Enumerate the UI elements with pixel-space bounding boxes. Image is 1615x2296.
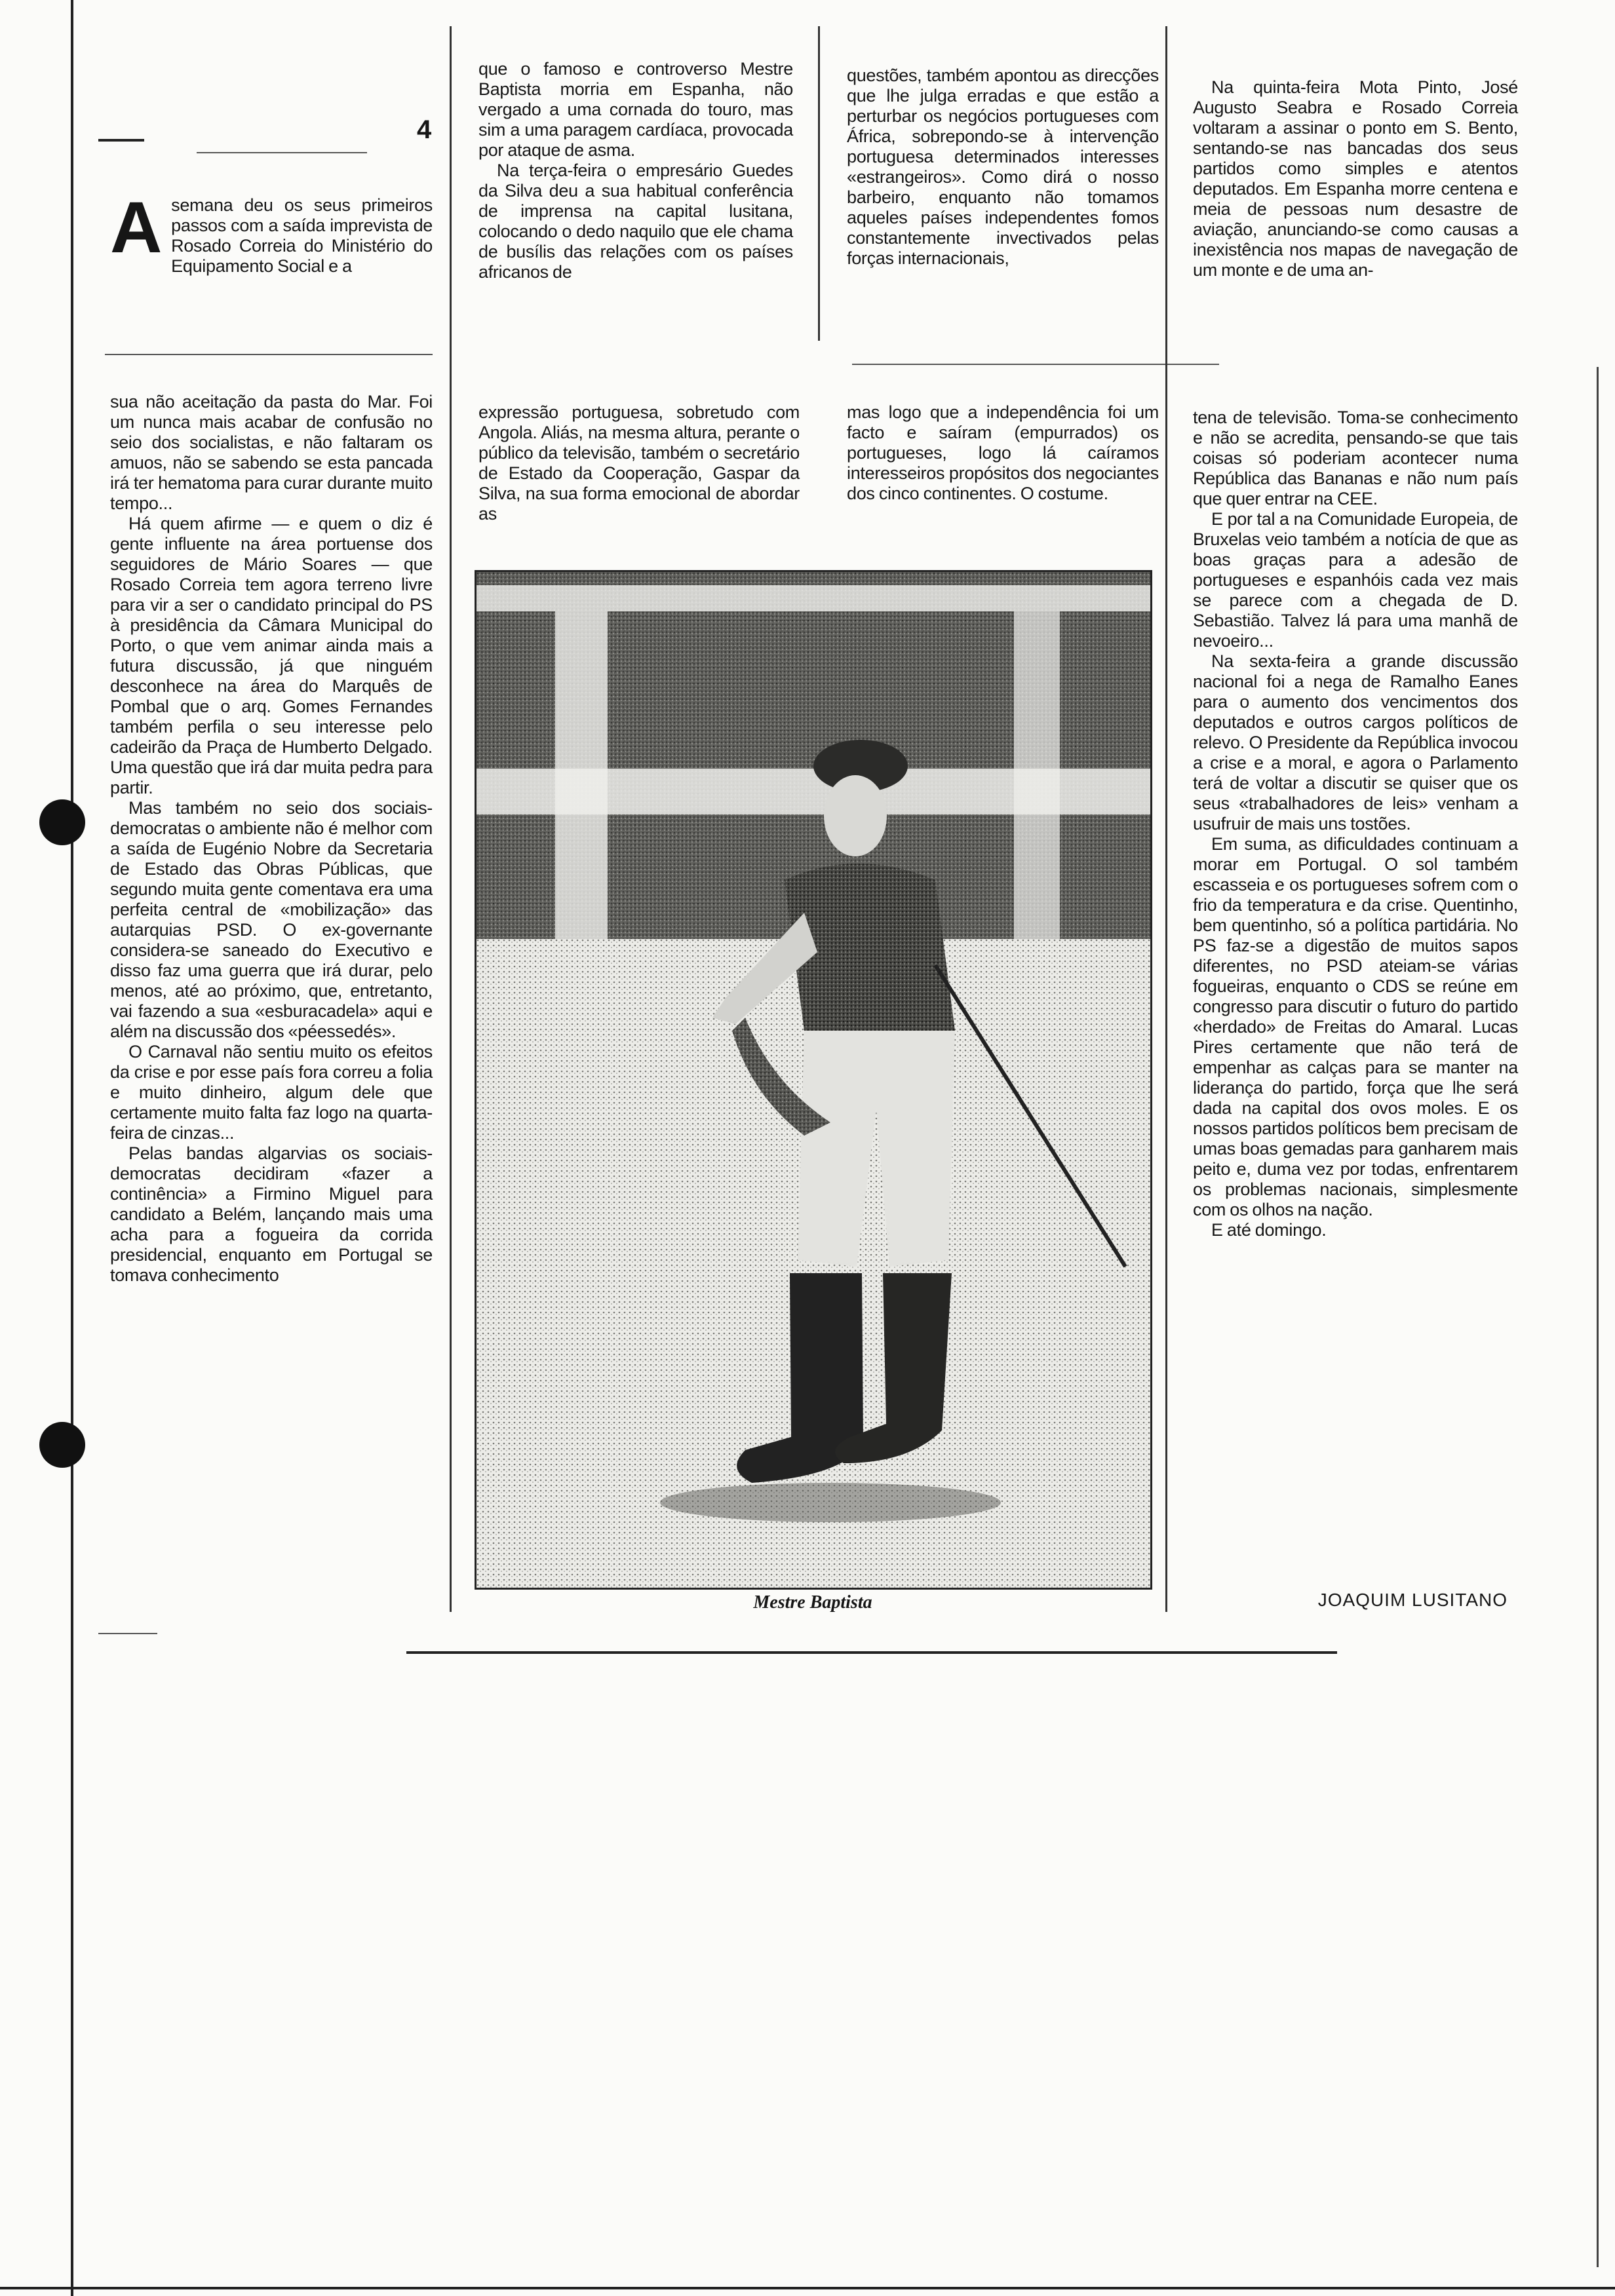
rule (105, 354, 433, 355)
column-rule (450, 26, 452, 1612)
rule (98, 1633, 157, 1634)
paragraph: tena de televisão. Toma-se conhecimento e não se acredita, pensando-se que tais coisas só poderiam acontecer numa República das Bananas e não num país que quer entrar na CEE. (1193, 408, 1518, 508)
paragraph: mas logo que a independência foi um facto e saíram (empurrados) os portugueses, logo lá caíramos interesseiros propósitos dos negociantes dos cinco continentes. O costume. (847, 402, 1159, 503)
rule (197, 152, 367, 153)
page-bottom-edge (0, 2287, 1615, 2289)
paragraph: Pelas bandas algarvias os sociais-democratas decidiram «fazer a continência» a Firmino Miguel para candidato a Belém, lançando mais uma acha para a fogueira da corrida presidencial, enquanto em Portugal se tomava conhecimento (110, 1143, 433, 1285)
paragraph: Na terça-feira o empresário Guedes da Silva deu a sua habitual conferência de imprensa na capital lusitana, colocando o dedo naquilo que ele chama de busílis das relações com os países africanos de (478, 161, 793, 282)
paragraph: questões, também apontou as direcções que lhe julga erradas e que estão a perturbar os negócios portugueses com África, sobrepondo-se à intervenção portuguesa determinados interesses «estrangeiros». Como dirá o nosso barbeiro, enquanto não tomamos aqueles países independentes fomos constantemente invectivados pelas forças internacionais, (847, 66, 1159, 268)
paragraph: Em suma, as dificuldades continuam a morar em Portugal. O sol também escasseia e os portugueses sofrem com o frio da temperatura e da crise. Quentinho, bem quentinho, só a política partidária. No PS faz-se a digestão de muitos sapos diferentes, no PSD ateiam-se várias fogueiras, enquanto o CDS se reúne em congresso para discutir o futuro do partido «herdado» de Freitas do Amaral. Lucas Pires certamente que não terá de empenhar as calças para se manter na liderança do partido, força que lhe será dada na capital dos ovos moles. E os nossos partidos políticos bem precisam de umas boas gemadas para ganharem mais peito e, duma vez por todas, enfrentarem os problemas nacionais, simplesmente com os olhos na nação. (1193, 834, 1518, 1219)
rule (406, 1651, 1337, 1654)
paragraph: Na quinta-feira Mota Pinto, José Augusto Seabra e Rosado Correia voltaram a assinar o ponto em S. Bento, sentando-se nas bancadas dos seus partidos como simples e atentos deputados. Em Espanha morre centena e meia de pessoas num desastre de aviação, anunciando-se como causas a inexistência nos mapas de navegação de um monte e de uma an- (1193, 77, 1518, 280)
top-left-mark: 4 (417, 115, 432, 144)
paragraph: Mas também no seio dos sociais-democratas o ambiente não é melhor com a saída de Eugénio Nobre da Secretaria de Estado das Obras Públicas, que segundo muita gente comentava era uma perfeita central de «mobilização» das autarquias PSD. O ex-governante considera-se saneado do Executivo e disso faz uma guerra que irá durar, pelo menos, até ao próximo, que, entretanto, vai fazendo a sua «esburacadela» aqui e além na discussão dos «péessedés». (110, 798, 433, 1041)
paragraph: Na sexta-feira a grande discussão nacional foi a nega de Ramalho Eanes para o aumento dos vencimentos dos deputados e outros cargos políticos de relevo. O Presidente da República invocou a crise e a moral, e agora o Parlamento terá de voltar a discutir se quiser que os seus «trabalhadores de leis» venham a usufruir de mais uns tostões. (1193, 651, 1518, 833)
paragraph: que o famoso e controverso Mestre Baptista morria em Espanha, não vergado a uma cornada do touro, mas sim a uma paragem cardíaca, provocada por ataque de asma. (478, 59, 793, 160)
article-lead (110, 187, 433, 277)
paragraph: sua não aceitação da pasta do Mar. Foi um nunca mais acabar de confusão no seio dos socialistas, e não faltaram os amuos, não se sabendo se esta pancada irá ter hematoma para curar durante muito tempo... (110, 392, 433, 513)
paragraph: Há quem afirme — e quem o diz é gente influente na área portuense dos seguidores de Mário Soares — que Rosado Correia tem agora terreno livre para vir a ser o candidato principal do PS à presidência da Câmara Municipal do Porto, o que vem animar ainda mais a futura discussão, já que ninguém desconhece na área do Marquês de Pombal que o arq. Gomes Fernandes também perfila o seu interesse pelo cadeirão da Praça de Humberto Delgado. Uma questão que irá dar muita pedra para partir. (110, 514, 433, 797)
column-4-main (1193, 408, 1518, 1240)
column-rule (1165, 26, 1167, 1612)
column-3-mid (847, 402, 1159, 504)
punch-hole (39, 799, 85, 845)
column-2-top (478, 59, 793, 282)
rule (98, 139, 144, 142)
punch-hole (39, 1422, 85, 1468)
author-signature: JOAQUIM LUSITANO (1317, 1590, 1508, 1610)
photo-illustration (477, 572, 1150, 1588)
rule (852, 364, 1219, 365)
column-1-main (110, 392, 433, 1286)
paragraph: expressão portuguesa, sobretudo com Angola. Aliás, na mesma altura, perante o público da televisão, também o secretário de Estado da Cooperação, Gaspar da Silva, na sua forma emocional de abordar as (478, 402, 800, 524)
photo-caption: Mestre Baptista (753, 1592, 872, 1613)
column-4-top (1193, 77, 1518, 280)
paragraph: E até domingo. (1211, 1220, 1327, 1240)
column-rule (818, 26, 820, 341)
lead-text: semana deu os seus primeiros passos com a saída imprevista de Rosado Correia do Ministério do Equipamento Social e a (171, 195, 433, 276)
paragraph: E por tal a na Comunidade Europeia, de Bruxelas veio também a notícia de que as boas graças para a adesão de portugueses e espanhóis cada vez mais se parece com a chegada de D. Sebastião. Talvez lá para uma manhã de nevoeiro... (1193, 509, 1518, 651)
page-margin-line (71, 0, 73, 2296)
drop-cap: A (110, 187, 163, 268)
article-photo (475, 570, 1152, 1590)
column-3-top (847, 66, 1159, 269)
paragraph: O Carnaval não sentiu muito os efeitos da crise e por esse país fora correu a folia e muito dinheiro, algum dele que certamente muito falta faz logo na quarta-feira de cinzas... (110, 1042, 433, 1143)
column-2-mid (478, 402, 800, 524)
page-right-edge (1597, 367, 1599, 2267)
